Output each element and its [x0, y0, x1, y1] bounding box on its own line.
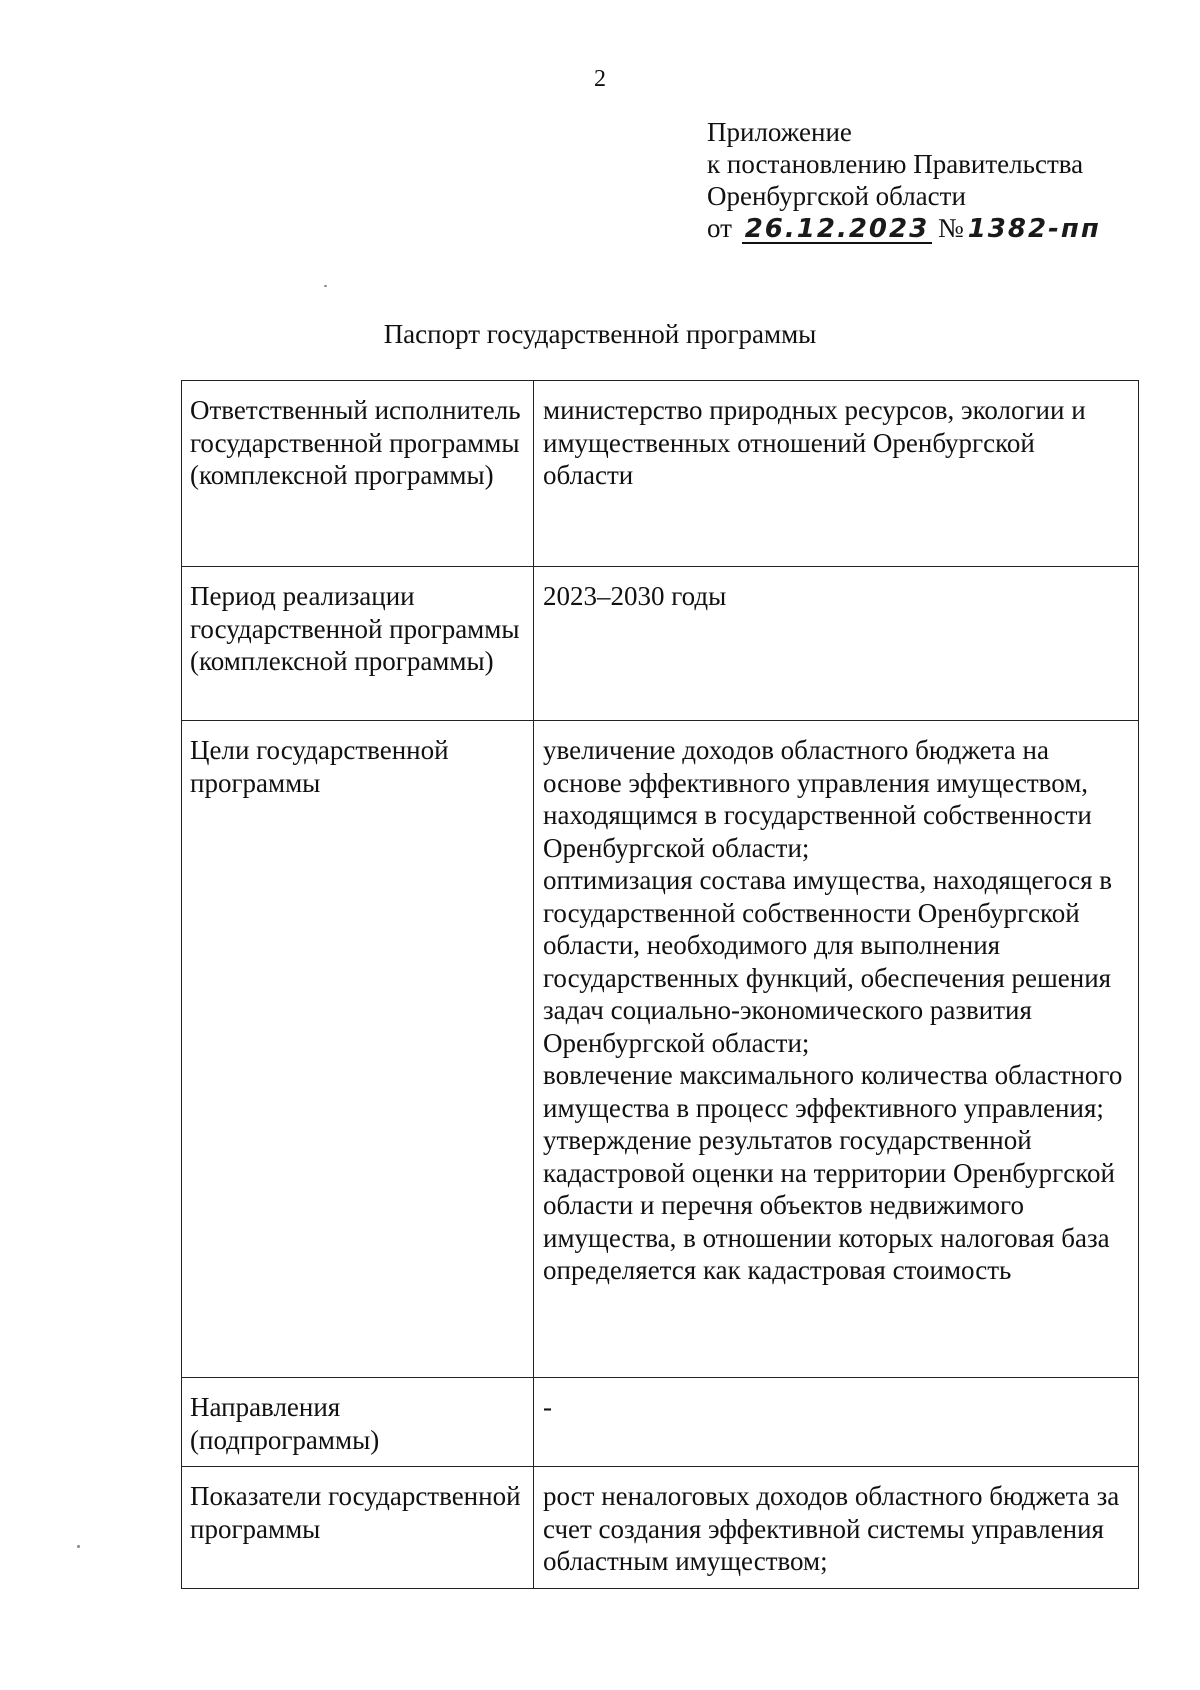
row-value: [534, 1378, 1139, 1467]
value-paragraph: оптимизация состава имущества, находящегося в государственной собственности Оренбургской области, необходимого для выполнения государственных функций, обеспечения решения задач социально-экономического развития Оренбургской области;: [543, 865, 1113, 1058]
appendix-line: Оренбургской области: [707, 181, 966, 211]
table-row: [182, 567, 1139, 721]
value-paragraph: утверждение результатов государственной кадастровой оценки на территории Оренбургской области и перечня объектов недвижимого имущества, в отношении которых налоговая база определяется как кадастровая стоимость: [543, 1125, 1115, 1285]
passport-table: [181, 380, 1139, 1589]
row-label: Направления (подпрограммы): [182, 1378, 534, 1467]
appendix-line: Приложение: [707, 117, 852, 147]
from-label: от: [707, 213, 732, 243]
table-row: [182, 1378, 1139, 1467]
value-paragraph: увеличение доходов областного бюджета на основе эффективного управления имуществом, находящимся в государственной собственности Оренбургской области;: [543, 735, 1092, 863]
table-row: [182, 721, 1139, 1378]
row-value: [534, 721, 1139, 1378]
value-paragraph: вовлечение максимального количества областного имущества в процесс эффективного управления;: [543, 1060, 1123, 1123]
value-paragraph: -: [543, 1392, 552, 1422]
row-label: Период реализации государственной программы (комплексной программы): [182, 567, 534, 721]
value-paragraph: министерство природных ресурсов, экологии и имущественных отношений Оренбургской области: [543, 395, 1086, 490]
scan-speck: [77, 1545, 80, 1548]
page-number: 2: [594, 66, 606, 92]
date-number-line: [707, 212, 1118, 244]
table-row: [182, 381, 1139, 567]
row-label: Цели государственной программы: [182, 721, 534, 1378]
appendix-line: к постановлению Правительства: [707, 149, 1084, 179]
row-label: Ответственный исполнитель государственной программы (комплексной программы): [182, 381, 534, 567]
value-paragraph: 2023–2030 годы: [543, 581, 727, 611]
table-row: [182, 1467, 1139, 1589]
row-value: [534, 1467, 1139, 1589]
row-label: Показатели государственной программы: [182, 1467, 534, 1589]
number-label: №: [937, 213, 964, 243]
value-paragraph: рост неналоговых доходов областного бюджета за счет создания эффективной системы управления областным имуществом;: [543, 1481, 1120, 1576]
document-title: Паспорт государственной программы: [383, 319, 817, 349]
scan-speck: [324, 285, 327, 287]
handwritten-number: 1382-пп: [967, 214, 1101, 244]
handwritten-date: 26.12.2023: [742, 216, 932, 244]
appendix-block: [707, 116, 1118, 244]
row-value: [534, 567, 1139, 721]
row-value: [534, 381, 1139, 567]
